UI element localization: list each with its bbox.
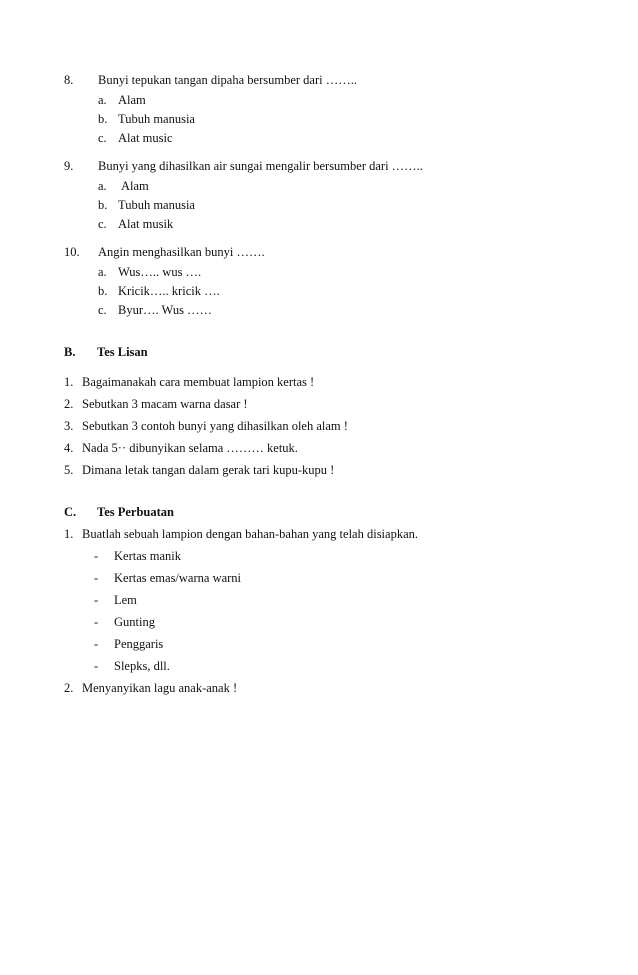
option-letter: b.: [98, 284, 108, 298]
item-number: 5.: [64, 463, 74, 477]
item-text: Sebutkan 3 contoh bunyi yang dihasilkan oleh alam !: [82, 419, 348, 433]
question-number: 9.: [64, 159, 74, 173]
option-text: Kricik….. kricik ….: [118, 284, 220, 298]
option-text: Alat music: [118, 131, 173, 145]
question-text: Angin menghasilkan bunyi …….: [98, 245, 265, 259]
item-text: Sebutkan 3 macam warna dasar !: [82, 397, 248, 411]
material-text: Penggaris: [114, 637, 164, 651]
option-text: Tubuh manusia: [118, 112, 195, 126]
item-number: 3.: [64, 419, 74, 433]
dash: -: [94, 571, 99, 585]
question-number: 10.: [64, 245, 80, 259]
material-text: Kertas emas/warna warni: [114, 571, 242, 585]
item-number: 2.: [64, 397, 74, 411]
section-title: Tes Perbuatan: [97, 505, 174, 519]
option-text: Alam: [121, 179, 149, 193]
option-letter: a.: [98, 265, 107, 279]
item-text: Buatlah sebuah lampion dengan bahan-bahan yang telah disiapkan.: [82, 527, 419, 541]
option-letter: c.: [98, 217, 107, 231]
section-letter: C.: [64, 505, 77, 519]
option-letter: c.: [98, 131, 107, 145]
option-letter: a.: [98, 93, 107, 107]
question-number: 8.: [64, 73, 74, 87]
section-title: Tes Lisan: [97, 345, 148, 359]
dash: -: [94, 659, 99, 673]
item-number: 1.: [64, 375, 74, 389]
option-letter: c.: [98, 303, 107, 317]
item-text: Nada 5·· dibunyikan selama ……… ketuk.: [82, 441, 298, 455]
option-text: Tubuh manusia: [118, 198, 195, 212]
option-letter: b.: [98, 112, 108, 126]
option-text: Wus….. wus ….: [118, 265, 202, 279]
option-letter: b.: [98, 198, 108, 212]
dash: -: [94, 637, 99, 651]
material-text: Gunting: [114, 615, 155, 629]
option-text: Alat musik: [118, 217, 174, 231]
dash: -: [94, 615, 99, 629]
dash: -: [94, 549, 99, 563]
item-text: Menyanyikan lagu anak-anak !: [82, 681, 238, 695]
option-text: Byur…. Wus ……: [118, 303, 213, 317]
question-text: Bunyi tepukan tangan dipaha bersumber dari ……..: [98, 73, 357, 87]
section-letter: B.: [64, 345, 76, 359]
material-text: Kertas manik: [114, 549, 181, 563]
material-text: Slepks, dll.: [114, 659, 170, 673]
material-text: Lem: [114, 593, 137, 607]
item-text: Dimana letak tangan dalam gerak tari kupu-kupu !: [82, 463, 335, 477]
item-text: Bagaimanakah cara membuat lampion kertas !: [82, 375, 315, 389]
option-letter: a.: [98, 179, 107, 193]
dash: -: [94, 593, 99, 607]
option-text: Alam: [118, 93, 146, 107]
item-number: 4.: [64, 441, 74, 455]
item-number: 1.: [64, 527, 74, 541]
question-text: Bunyi yang dihasilkan air sungai mengalir bersumber dari ……..: [98, 159, 423, 173]
item-number: 2.: [64, 681, 74, 695]
